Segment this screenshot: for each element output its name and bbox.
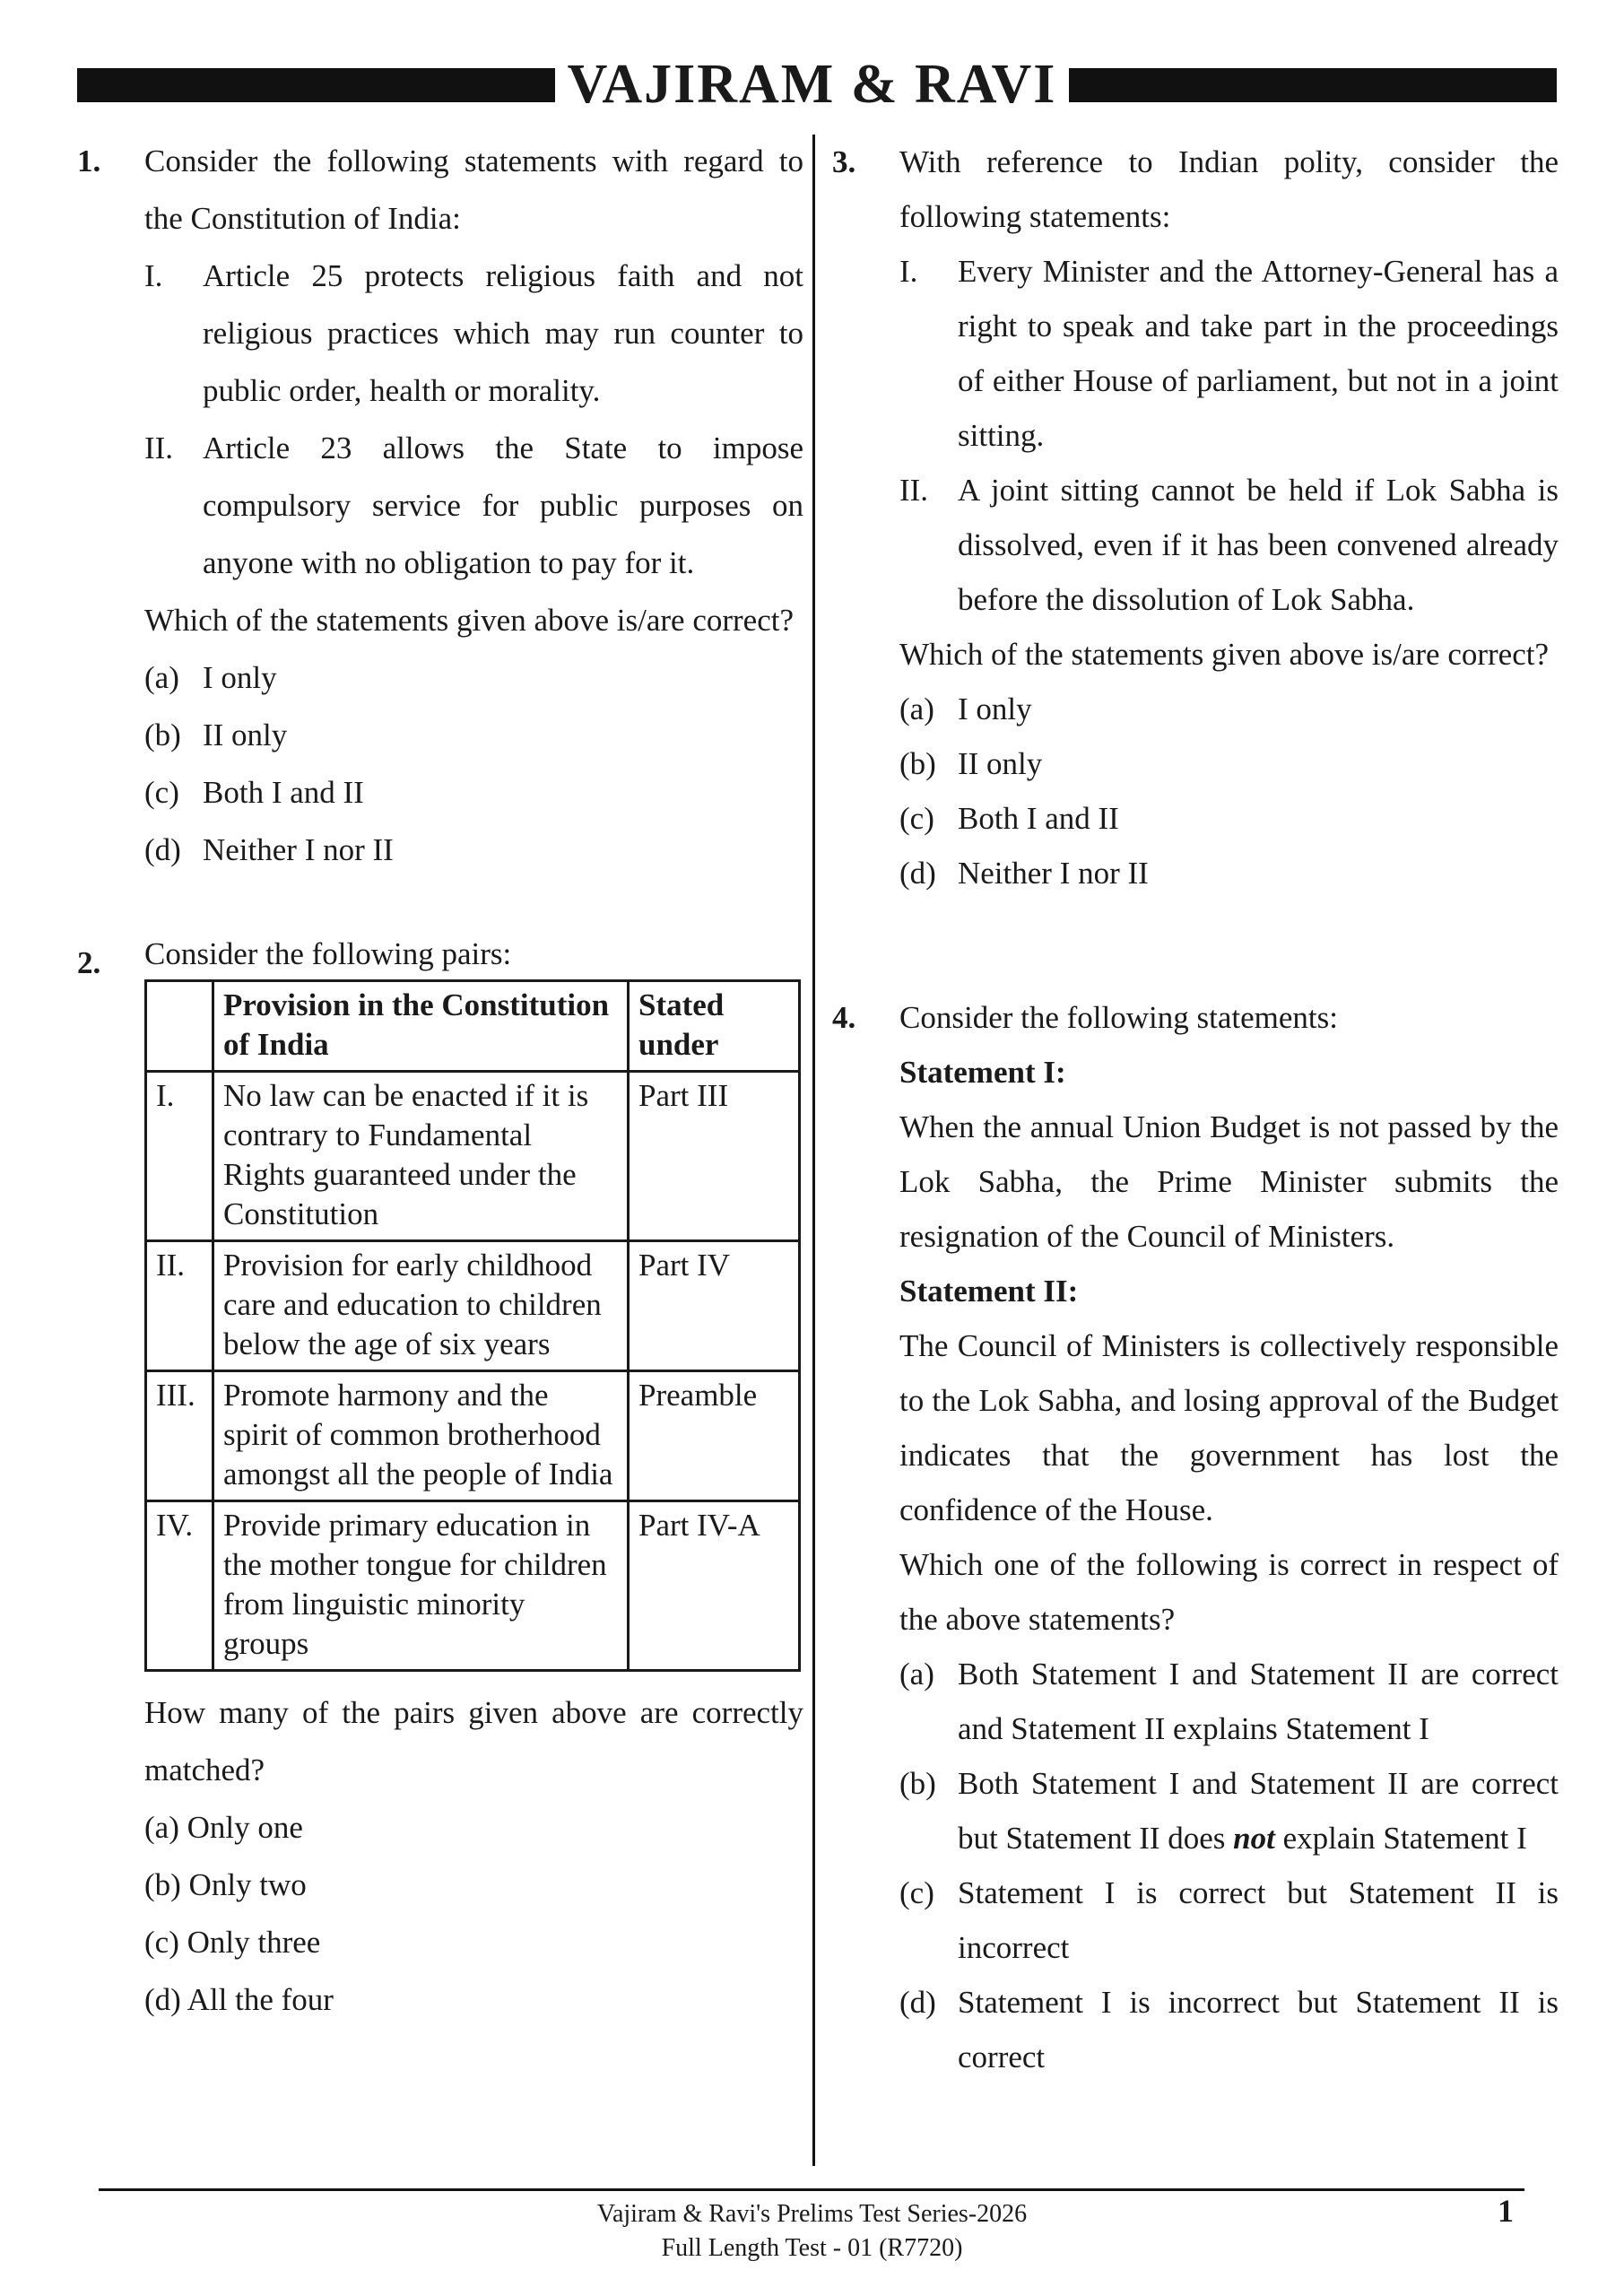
row-provision: Provide primary education in the mother tongue for children from linguistic minority groups [213,1501,629,1671]
question-number: 2. [77,945,101,980]
statement-1-text: When the annual Union Budget is not passed by the Lok Sabha, the Prime Minister submits the resignation of the Council of Ministers. [899,1109,1559,1254]
option-text-before: Both Statement I and Statement II are correct but Statement II does [958,1766,1559,1856]
statement-item [899,463,1559,627]
row-stated: Part IV-A [629,1501,800,1671]
option-a [899,1647,1559,1756]
row-number: I. [146,1072,213,1241]
option-text: Statement I is correct but Statement II is incorrect [958,1875,1559,1965]
question-stem: With reference to Indian polity, consider the following statements: [899,144,1559,234]
option-b: (b) Only two [144,1867,307,1902]
option-mark: (a) [899,691,934,726]
option-a: (a) Only one [144,1810,303,1845]
option-c: (c) Only three [144,1925,321,1960]
question-1 [77,133,803,879]
option-mark: (c) [144,775,179,810]
footer-rule [99,2188,1524,2191]
question-number: 1. [77,144,101,178]
statement-2-label: Statement II: [899,1274,1079,1309]
option-c [899,791,1559,846]
question-number: 4. [832,1000,856,1035]
statement-item [144,248,803,420]
table-row [146,1501,800,1671]
option-text: Statement I is incorrect but Statement II is correct [958,1985,1559,2074]
question-3 [832,135,1559,900]
option-a [144,649,803,707]
table-header-cell: Provision in the Constitution of India [213,981,629,1072]
question-2 [77,935,803,2029]
row-number: IV. [146,1501,213,1671]
question-ask: Which one of the following is correct in respect of the above statements? [899,1547,1559,1637]
option-d [144,822,803,879]
option-text: II only [958,746,1043,781]
statement-item [144,420,803,592]
option-text: Both I and II [203,775,364,810]
option-text: II only [203,718,288,752]
option-text-after: explain Statement I [1274,1821,1527,1856]
row-number: III. [146,1371,213,1501]
table-header-row [146,981,800,1072]
option-c [899,1866,1559,1975]
option-emphasis: not [1233,1821,1275,1856]
option-b [899,1756,1559,1866]
question-stem: Consider the following statements: [899,1000,1338,1035]
table-header-cell: Stated under [629,981,800,1072]
pairs-table [144,979,801,1672]
option-d [899,1975,1559,2084]
option-mark: (d) [144,832,181,867]
option-text: Both I and II [958,801,1119,836]
question-stem: Consider the following statements with regard to the Constitution of India: [144,144,803,236]
option-d: (d) All the four [144,1982,334,2017]
item-mark: I. [899,254,918,289]
item-text: Article 23 allows the State to impose compulsory service for public purposes on anyone with no obligation to pay for it. [203,430,803,580]
table-row [146,1072,800,1241]
question-ask: Which of the statements given above is/are correct? [144,603,794,638]
option-mark: (d) [899,856,936,891]
item-mark: II. [144,430,174,465]
option-text: Both Statement I and Statement II are correct and Statement II explains Statement I [958,1657,1559,1746]
item-text: A joint sitting cannot be held if Lok Sabha is dissolved, even if it has been convened already before the dissolution of Lok Sabha. [958,473,1559,617]
item-text: Every Minister and the Attorney-General has a right to speak and take part in the proceedings of either House of parliament, but not in a joint sitting. [958,254,1559,453]
question-number: 3. [832,144,856,179]
option-mark: (b) [899,746,936,781]
option-mark: (b) [144,718,181,752]
option-text: I only [203,660,277,695]
option-mark: (c) [899,1875,934,1910]
statement-item [899,244,1559,463]
option-text: I only [958,691,1032,726]
option-a [899,682,1559,736]
option-b [899,736,1559,791]
question-ask: How many of the pairs given above are correctly matched? [144,1695,803,1787]
statement-2-text: The Council of Ministers is collectively responsible to the Lok Sabha, and losing approval of the Budget indicates that the government has lost the confidence of the House. [899,1328,1559,1527]
row-stated: Preamble [629,1371,800,1501]
table-row [146,1371,800,1501]
header-title: VAJIRAM & RAVI [0,52,1624,117]
question-stem: Consider the following pairs: [144,936,512,971]
item-mark: I. [144,258,163,293]
option-mark: (c) [899,801,934,836]
table-header-cell [146,981,213,1072]
option-c [144,764,803,822]
option-text: Neither I nor II [958,856,1149,891]
row-provision: Provision for early childhood care and education to children below the age of six years [213,1241,629,1371]
question-4 [832,990,1559,2084]
item-text: Article 25 protects religious faith and not religious practices which may run counter to public order, health or morality. [203,258,803,408]
option-mark: (d) [899,1985,936,2020]
option-mark: (b) [899,1766,936,1801]
right-column [832,135,1559,2084]
footer-test-name: Full Length Test - 01 (R7720) [661,2234,963,2262]
option-mark: (a) [899,1657,934,1692]
page-number: 1 [1498,2193,1514,2229]
question-ask: Which of the statements given above is/are correct? [899,637,1549,672]
option-text: Neither I nor II [203,832,394,867]
left-column [77,133,803,2029]
footer-series: Vajiram & Ravi's Prelims Test Series-2026 [596,2200,1028,2228]
option-mark: (a) [144,660,179,695]
statement-1-label: Statement I: [899,1055,1066,1090]
row-provision: Promote harmony and the spirit of common brotherhood amongst all the people of India [213,1371,629,1501]
option-b [144,707,803,764]
item-mark: II. [899,473,929,508]
row-provision: No law can be enacted if it is contrary to Fundamental Rights guaranteed under the Constitution [213,1072,629,1241]
row-number: II. [146,1241,213,1371]
row-stated: Part III [629,1072,800,1241]
column-divider [812,135,815,2166]
table-row [146,1241,800,1371]
row-stated: Part IV [629,1241,800,1371]
option-d [899,846,1559,900]
